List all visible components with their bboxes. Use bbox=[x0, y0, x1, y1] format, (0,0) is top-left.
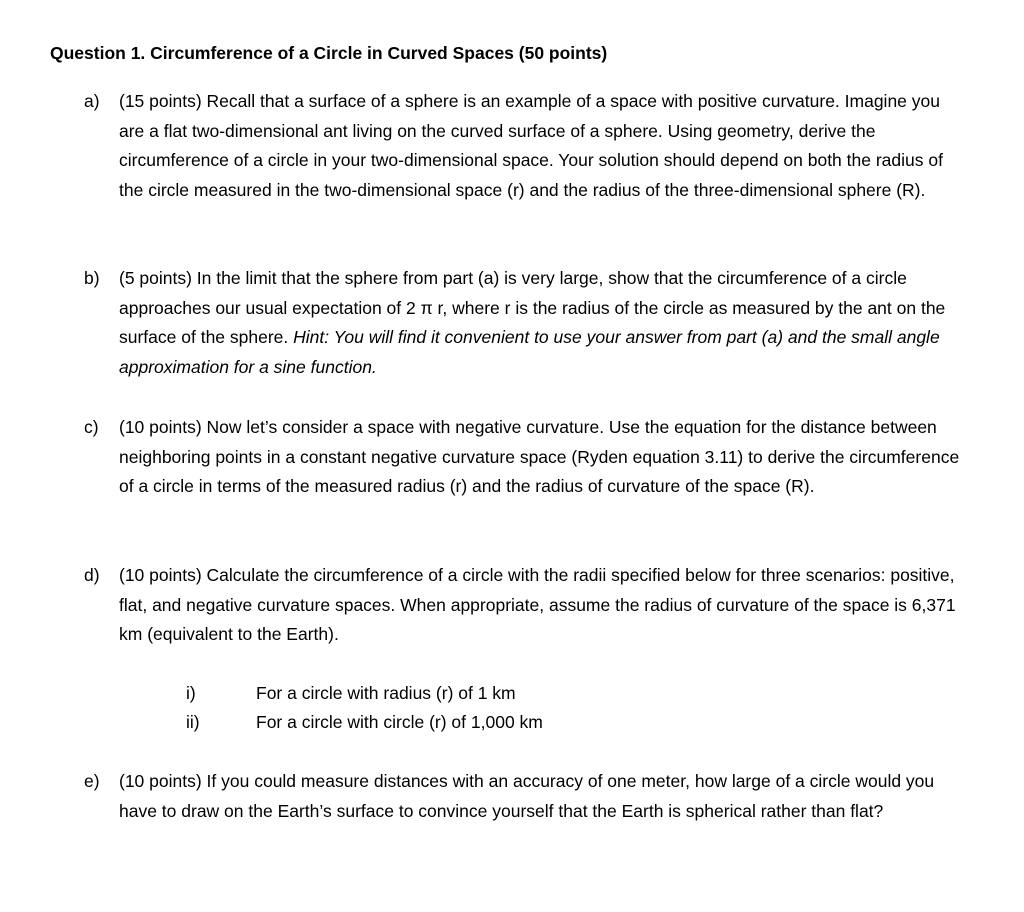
part-a bbox=[84, 87, 964, 205]
part-text-wrapper bbox=[119, 264, 964, 382]
part-c bbox=[84, 413, 964, 502]
part-marker: c) bbox=[84, 417, 99, 437]
subitem-marker: ii) bbox=[186, 712, 200, 732]
part-marker: e) bbox=[84, 771, 100, 791]
part-e bbox=[84, 767, 964, 826]
part-text: (5 points) In the limit that the sphere from part (a) is very large, show that the circumference of a circle approaches our usual expectation of 2 π r, where r is the radius of the circle as measured by the ant on the surface of the sphere. bbox=[119, 268, 946, 347]
part-text: (15 points) Recall that a surface of a sphere is an example of a space with positive curvature. Imagine you are a flat two-dimensional ant living on the curved surface of a sphere. Using geometry, derive the circumference of a circle in your two-dimensional space. Your solution should depend on both the radius of the circle measured in the two-dimensional space (r) and the radius of the three-dimensional sphere (R). bbox=[119, 91, 943, 200]
part-marker: a) bbox=[84, 91, 100, 111]
question-title: Question 1. Circumference of a Circle in Curved Spaces (50 points) bbox=[50, 43, 608, 63]
part-text: (10 points) Calculate the circumference of a circle with the radii specified below for three scenarios: positive, flat, and negative curvature spaces. When appropriate, assume the radius of curvature of the space is 6,371 km (equivalent to the Earth). bbox=[119, 565, 956, 644]
part-b bbox=[84, 264, 964, 382]
part-hint: Hint: You will find it convenient to use your answer from part (a) and the small angle approximation for a sine function. bbox=[119, 327, 940, 377]
subitem-text: For a circle with circle (r) of 1,000 km bbox=[256, 712, 543, 732]
subitem-i bbox=[186, 679, 516, 709]
subitem-text: For a circle with radius (r) of 1 km bbox=[256, 683, 516, 703]
part-text: (10 points) Now let’s consider a space with negative curvature. Use the equation for the distance between neighboring points in a constant negative curvature space (Ryden equation 3.11) to derive the circumference of a circle in terms of the measured radius (r) and the radius of curvature of the space (R). bbox=[119, 417, 960, 496]
part-marker: b) bbox=[84, 268, 100, 288]
part-text: (10 points) If you could measure distances with an accuracy of one meter, how large of a circle would you have to draw on the Earth’s surface to convince yourself that the Earth is spherical rather than flat? bbox=[119, 771, 935, 821]
subitem-ii bbox=[186, 708, 543, 738]
part-marker: d) bbox=[84, 565, 100, 585]
subitem-marker: i) bbox=[186, 683, 196, 703]
part-d bbox=[84, 561, 964, 650]
